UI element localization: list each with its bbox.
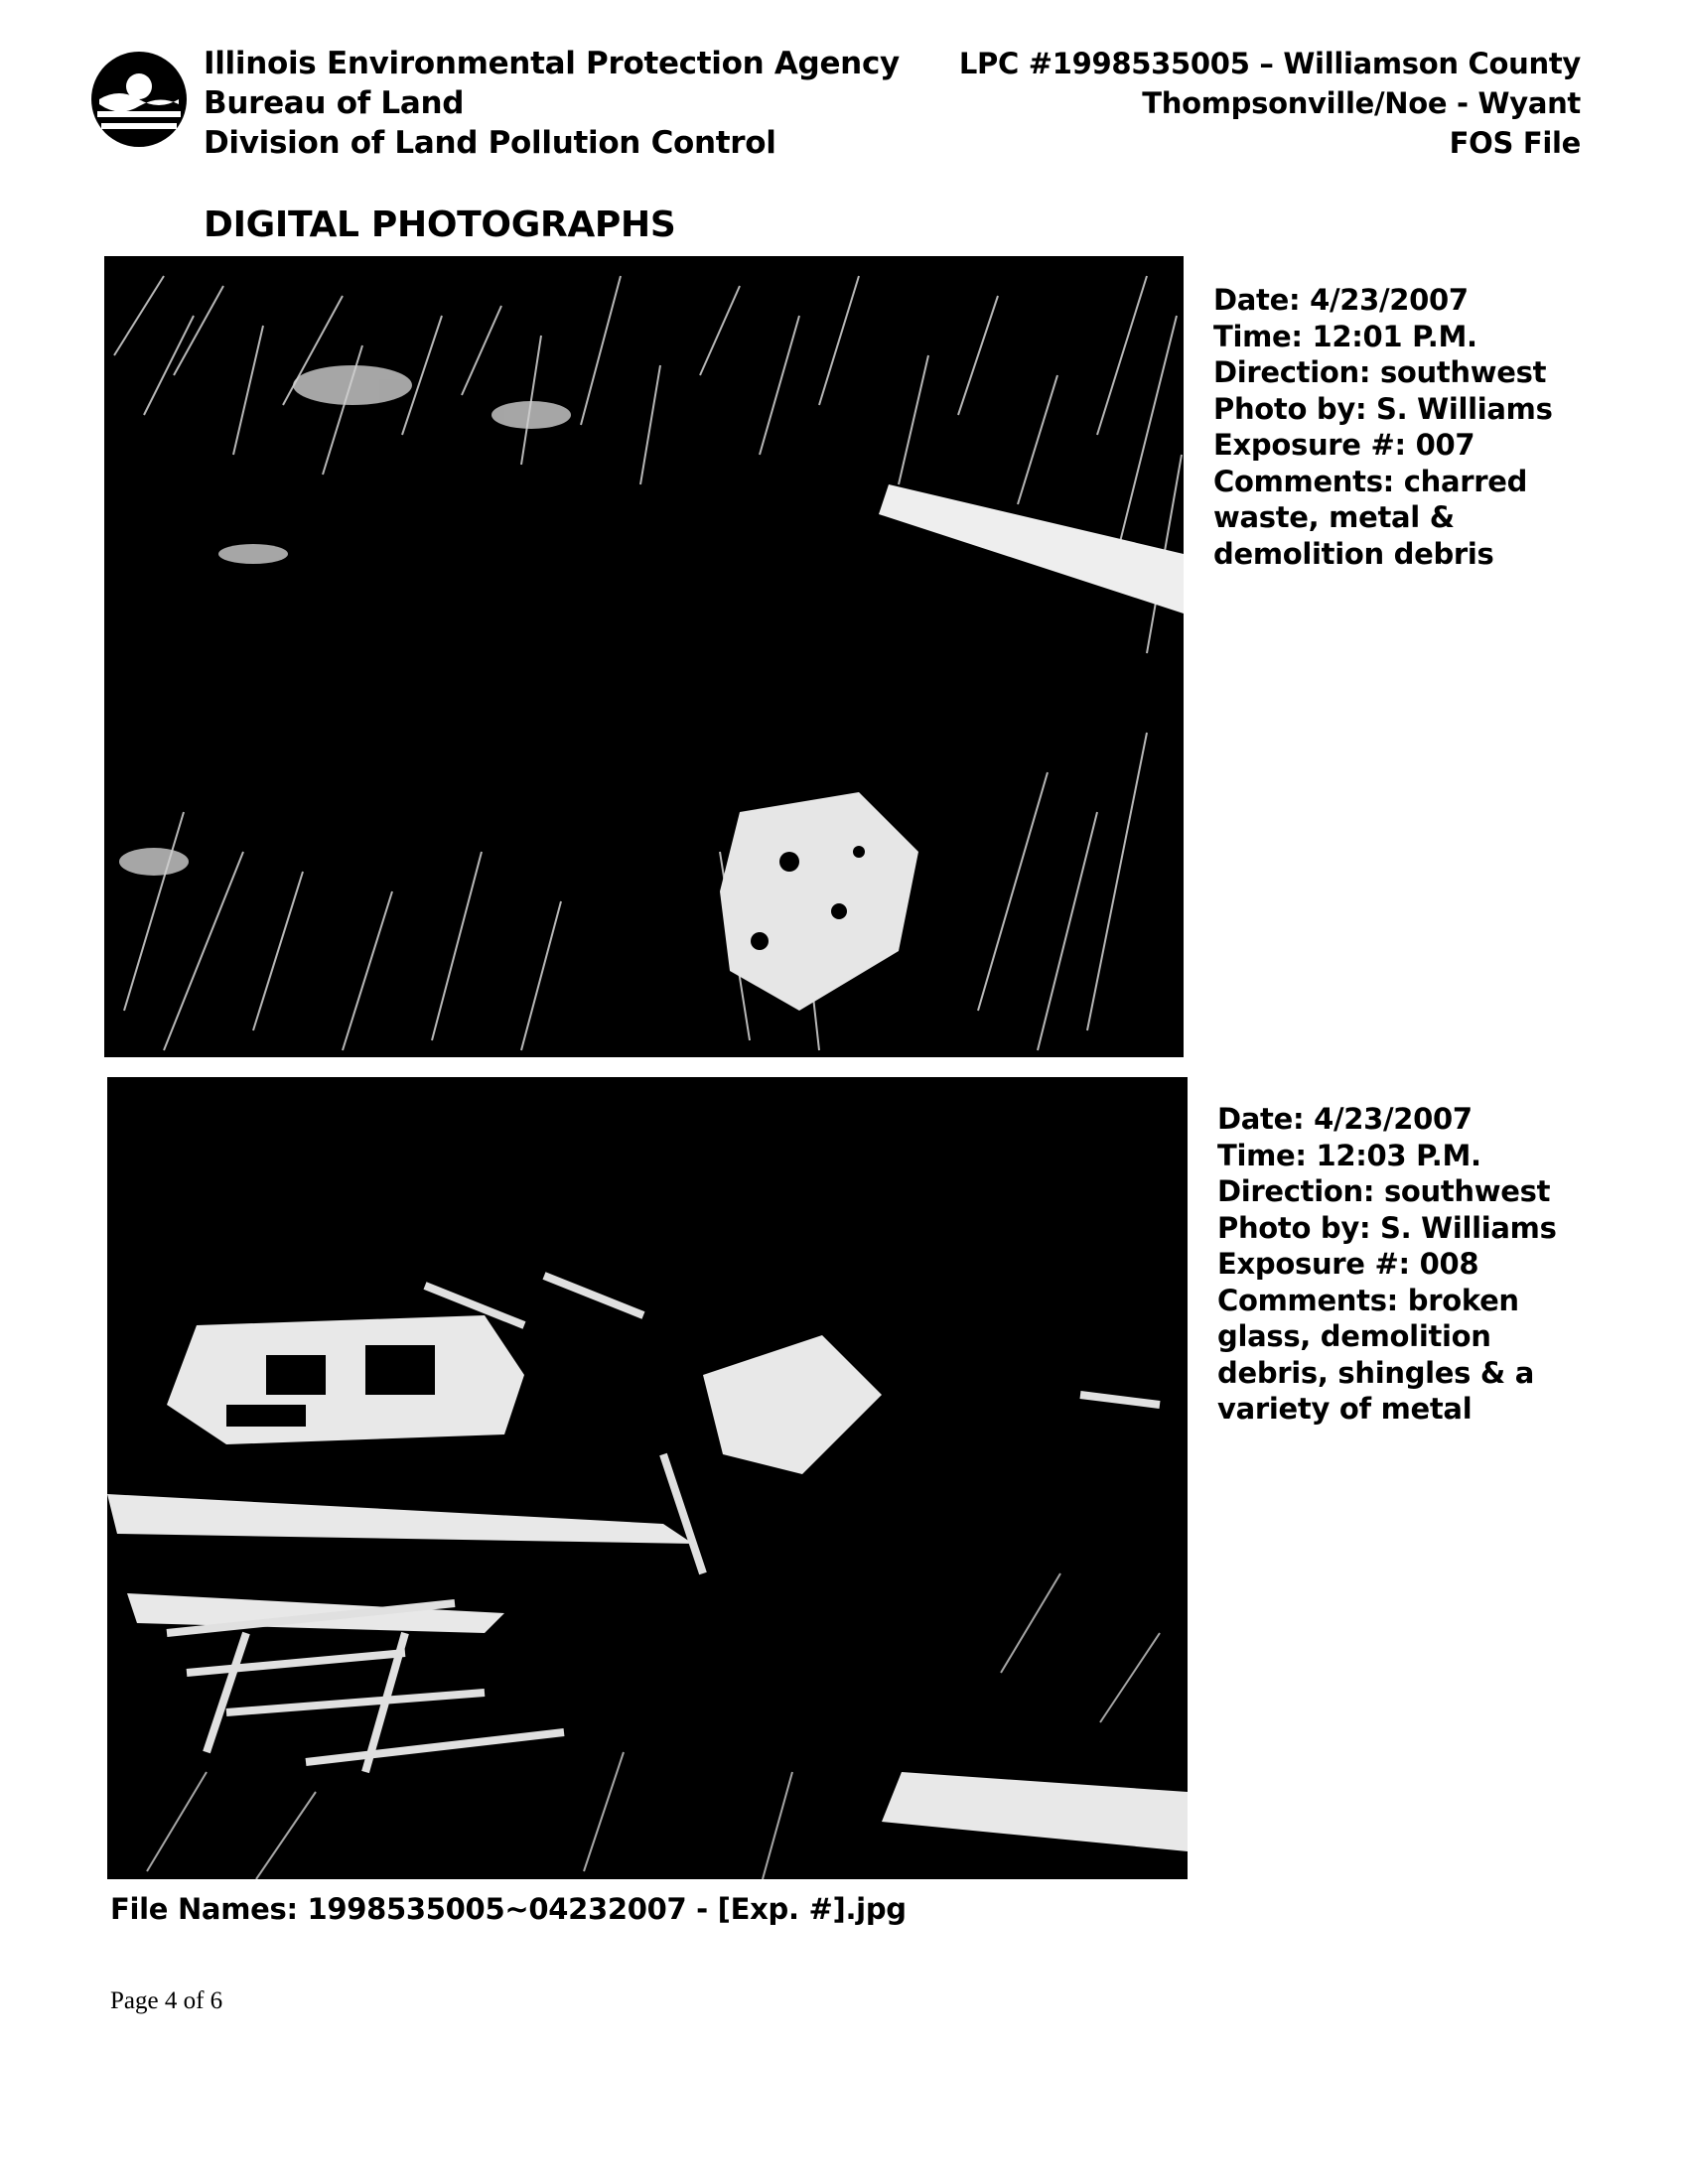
section-title: DIGITAL PHOTOGRAPHS [204,205,676,245]
site-name: Thompsonville/Noe - Wyant [1142,86,1581,120]
photo-direction: Direction: southwest [1217,1174,1551,1208]
photo-comments-line-3: demolition debris [1213,536,1494,571]
bureau-name: Bureau of Land [204,85,465,121]
page-number: Page 4 of 6 [110,1987,223,2014]
photo-date: Date: 4/23/2007 [1213,283,1469,317]
photo-exposure-007 [104,256,1184,1057]
photo-exposure: Exposure #: 007 [1213,428,1475,462]
lpc-number: LPC #1998535005 – Williamson County [958,47,1581,80]
agency-block [204,44,900,163]
photo-caption-007 [1213,282,1601,572]
photo-comments-line-4: variety of metal [1217,1392,1473,1426]
photo-comments-line-1: Comments: broken [1217,1283,1519,1317]
illinois-epa-logo-icon [89,50,189,149]
photo-date: Date: 4/23/2007 [1217,1102,1473,1136]
photo-comments-line-3: debris, shingles & a [1217,1355,1534,1390]
file-reference-block [959,44,1581,163]
photo-by: Photo by: S. Williams [1217,1210,1557,1245]
photo-direction: Direction: southwest [1213,355,1547,389]
photo-time: Time: 12:03 P.M. [1217,1138,1481,1172]
photo-comments-line-2: waste, metal & [1213,500,1455,534]
photo-comments-line-2: glass, demolition [1217,1319,1491,1353]
division-name: Division of Land Pollution Control [204,125,776,161]
photo-exposure: Exposure #: 008 [1217,1247,1479,1281]
agency-name: Illinois Environmental Protection Agency [204,46,900,81]
photo-comments-line-1: Comments: charred [1213,464,1528,498]
photo-exposure-008 [107,1077,1188,1879]
photo-time: Time: 12:01 P.M. [1213,319,1477,353]
photo-by: Photo by: S. Williams [1213,391,1553,426]
file-type: FOS File [1449,126,1581,160]
file-names: File Names: 1998535005~04232007 - [Exp. #].jpg [110,1892,907,1926]
photo-caption-008 [1217,1101,1605,1428]
